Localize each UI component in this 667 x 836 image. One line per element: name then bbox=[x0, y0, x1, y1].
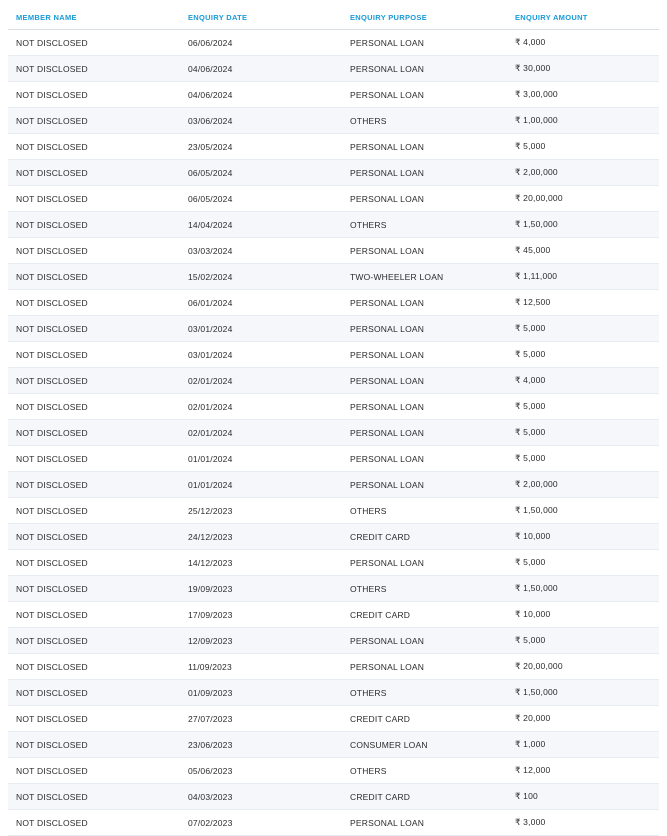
cell-enquiry-date: 03/03/2024 bbox=[180, 238, 342, 264]
cell-member-name: NOT DISCLOSED bbox=[8, 316, 180, 342]
cell-enquiry-amount: ₹ 5,000 bbox=[507, 446, 659, 472]
cell-enquiry-purpose: PERSONAL LOAN bbox=[342, 550, 507, 576]
cell-enquiry-purpose: PERSONAL LOAN bbox=[342, 446, 507, 472]
cell-enquiry-date: 04/06/2024 bbox=[180, 82, 342, 108]
cell-enquiry-date: 15/02/2024 bbox=[180, 264, 342, 290]
table-row bbox=[8, 186, 659, 212]
cell-enquiry-purpose: OTHERS bbox=[342, 108, 507, 134]
table-row bbox=[8, 524, 659, 550]
cell-enquiry-date: 06/05/2024 bbox=[180, 186, 342, 212]
cell-enquiry-amount: ₹ 5,000 bbox=[507, 134, 659, 160]
table-row bbox=[8, 212, 659, 238]
cell-enquiry-amount: ₹ 4,000 bbox=[507, 368, 659, 394]
table-row bbox=[8, 810, 659, 836]
cell-enquiry-amount: ₹ 3,000 bbox=[507, 810, 659, 836]
cell-enquiry-date: 03/01/2024 bbox=[180, 342, 342, 368]
cell-enquiry-purpose: PERSONAL LOAN bbox=[342, 472, 507, 498]
cell-enquiry-date: 14/04/2024 bbox=[180, 212, 342, 238]
cell-enquiry-purpose: OTHERS bbox=[342, 680, 507, 706]
cell-member-name: NOT DISCLOSED bbox=[8, 134, 180, 160]
cell-enquiry-amount: ₹ 5,000 bbox=[507, 316, 659, 342]
table-row bbox=[8, 654, 659, 680]
cell-member-name: NOT DISCLOSED bbox=[8, 732, 180, 758]
cell-enquiry-date: 05/06/2023 bbox=[180, 758, 342, 784]
cell-enquiry-purpose: PERSONAL LOAN bbox=[342, 56, 507, 82]
cell-enquiry-purpose: CREDIT CARD bbox=[342, 706, 507, 732]
table-row bbox=[8, 628, 659, 654]
cell-enquiry-purpose: CREDIT CARD bbox=[342, 784, 507, 810]
cell-enquiry-amount: ₹ 1,11,000 bbox=[507, 264, 659, 290]
cell-enquiry-purpose: PERSONAL LOAN bbox=[342, 30, 507, 56]
cell-enquiry-date: 02/01/2024 bbox=[180, 368, 342, 394]
cell-enquiry-purpose: CREDIT CARD bbox=[342, 602, 507, 628]
cell-enquiry-amount: ₹ 5,000 bbox=[507, 628, 659, 654]
table-row bbox=[8, 706, 659, 732]
cell-member-name: NOT DISCLOSED bbox=[8, 706, 180, 732]
cell-member-name: NOT DISCLOSED bbox=[8, 160, 180, 186]
table-row bbox=[8, 576, 659, 602]
cell-enquiry-purpose: OTHERS bbox=[342, 212, 507, 238]
cell-member-name: NOT DISCLOSED bbox=[8, 758, 180, 784]
table-row bbox=[8, 602, 659, 628]
enquiry-table bbox=[8, 7, 659, 836]
table-row bbox=[8, 420, 659, 446]
cell-enquiry-purpose: PERSONAL LOAN bbox=[342, 186, 507, 212]
cell-member-name: NOT DISCLOSED bbox=[8, 238, 180, 264]
cell-member-name: NOT DISCLOSED bbox=[8, 472, 180, 498]
table-row bbox=[8, 134, 659, 160]
cell-member-name: NOT DISCLOSED bbox=[8, 368, 180, 394]
cell-enquiry-amount: ₹ 10,000 bbox=[507, 602, 659, 628]
table-row bbox=[8, 680, 659, 706]
table-row bbox=[8, 264, 659, 290]
cell-member-name: NOT DISCLOSED bbox=[8, 628, 180, 654]
table-row bbox=[8, 368, 659, 394]
table-row bbox=[8, 732, 659, 758]
cell-enquiry-amount: ₹ 1,50,000 bbox=[507, 680, 659, 706]
table-header bbox=[8, 7, 659, 30]
cell-enquiry-date: 06/05/2024 bbox=[180, 160, 342, 186]
cell-member-name: NOT DISCLOSED bbox=[8, 784, 180, 810]
cell-enquiry-date: 02/01/2024 bbox=[180, 420, 342, 446]
table-row bbox=[8, 784, 659, 810]
cell-enquiry-amount: ₹ 3,00,000 bbox=[507, 82, 659, 108]
cell-enquiry-amount: ₹ 20,000 bbox=[507, 706, 659, 732]
cell-enquiry-amount: ₹ 20,00,000 bbox=[507, 186, 659, 212]
cell-enquiry-amount: ₹ 1,00,000 bbox=[507, 108, 659, 134]
cell-enquiry-date: 19/09/2023 bbox=[180, 576, 342, 602]
cell-enquiry-date: 03/01/2024 bbox=[180, 316, 342, 342]
cell-enquiry-purpose: PERSONAL LOAN bbox=[342, 810, 507, 836]
cell-enquiry-purpose: OTHERS bbox=[342, 498, 507, 524]
table-row bbox=[8, 498, 659, 524]
cell-enquiry-purpose: TWO-WHEELER LOAN bbox=[342, 264, 507, 290]
cell-enquiry-amount: ₹ 5,000 bbox=[507, 394, 659, 420]
column-header-enquiry-purpose: ENQUIRY PURPOSE bbox=[342, 7, 507, 30]
table-row bbox=[8, 56, 659, 82]
cell-enquiry-purpose: PERSONAL LOAN bbox=[342, 238, 507, 264]
cell-enquiry-date: 12/09/2023 bbox=[180, 628, 342, 654]
cell-member-name: NOT DISCLOSED bbox=[8, 446, 180, 472]
cell-member-name: NOT DISCLOSED bbox=[8, 810, 180, 836]
cell-enquiry-date: 11/09/2023 bbox=[180, 654, 342, 680]
cell-enquiry-amount: ₹ 12,000 bbox=[507, 758, 659, 784]
cell-enquiry-date: 04/06/2024 bbox=[180, 56, 342, 82]
cell-enquiry-amount: ₹ 30,000 bbox=[507, 56, 659, 82]
cell-member-name: NOT DISCLOSED bbox=[8, 342, 180, 368]
cell-enquiry-amount: ₹ 12,500 bbox=[507, 290, 659, 316]
cell-enquiry-date: 07/02/2023 bbox=[180, 810, 342, 836]
cell-member-name: NOT DISCLOSED bbox=[8, 56, 180, 82]
cell-member-name: NOT DISCLOSED bbox=[8, 654, 180, 680]
cell-member-name: NOT DISCLOSED bbox=[8, 550, 180, 576]
cell-enquiry-purpose: PERSONAL LOAN bbox=[342, 420, 507, 446]
cell-enquiry-date: 01/01/2024 bbox=[180, 472, 342, 498]
table-row bbox=[8, 30, 659, 56]
cell-enquiry-date: 01/01/2024 bbox=[180, 446, 342, 472]
table-row bbox=[8, 82, 659, 108]
cell-enquiry-amount: ₹ 1,000 bbox=[507, 732, 659, 758]
cell-enquiry-purpose: PERSONAL LOAN bbox=[342, 134, 507, 160]
cell-enquiry-date: 04/03/2023 bbox=[180, 784, 342, 810]
cell-enquiry-amount: ₹ 20,00,000 bbox=[507, 654, 659, 680]
cell-member-name: NOT DISCLOSED bbox=[8, 108, 180, 134]
cell-member-name: NOT DISCLOSED bbox=[8, 264, 180, 290]
cell-member-name: NOT DISCLOSED bbox=[8, 576, 180, 602]
cell-enquiry-purpose: PERSONAL LOAN bbox=[342, 316, 507, 342]
cell-enquiry-purpose: PERSONAL LOAN bbox=[342, 394, 507, 420]
table-row bbox=[8, 446, 659, 472]
cell-enquiry-amount: ₹ 45,000 bbox=[507, 238, 659, 264]
cell-member-name: NOT DISCLOSED bbox=[8, 498, 180, 524]
cell-enquiry-date: 02/01/2024 bbox=[180, 394, 342, 420]
cell-member-name: NOT DISCLOSED bbox=[8, 420, 180, 446]
cell-member-name: NOT DISCLOSED bbox=[8, 602, 180, 628]
cell-enquiry-purpose: PERSONAL LOAN bbox=[342, 654, 507, 680]
table-row bbox=[8, 758, 659, 784]
cell-enquiry-purpose: PERSONAL LOAN bbox=[342, 160, 507, 186]
cell-enquiry-date: 23/05/2024 bbox=[180, 134, 342, 160]
cell-enquiry-purpose: CONSUMER LOAN bbox=[342, 732, 507, 758]
cell-enquiry-purpose: PERSONAL LOAN bbox=[342, 628, 507, 654]
cell-enquiry-purpose: PERSONAL LOAN bbox=[342, 82, 507, 108]
cell-enquiry-date: 01/09/2023 bbox=[180, 680, 342, 706]
cell-enquiry-amount: ₹ 100 bbox=[507, 784, 659, 810]
cell-member-name: NOT DISCLOSED bbox=[8, 186, 180, 212]
cell-member-name: NOT DISCLOSED bbox=[8, 30, 180, 56]
cell-enquiry-date: 03/06/2024 bbox=[180, 108, 342, 134]
table-header-row bbox=[8, 7, 659, 30]
cell-enquiry-date: 24/12/2023 bbox=[180, 524, 342, 550]
cell-enquiry-amount: ₹ 5,000 bbox=[507, 342, 659, 368]
table-row bbox=[8, 472, 659, 498]
cell-enquiry-purpose: PERSONAL LOAN bbox=[342, 342, 507, 368]
table-row bbox=[8, 238, 659, 264]
cell-enquiry-date: 25/12/2023 bbox=[180, 498, 342, 524]
cell-member-name: NOT DISCLOSED bbox=[8, 290, 180, 316]
cell-member-name: NOT DISCLOSED bbox=[8, 680, 180, 706]
cell-enquiry-amount: ₹ 2,00,000 bbox=[507, 160, 659, 186]
cell-enquiry-date: 06/01/2024 bbox=[180, 290, 342, 316]
cell-enquiry-date: 17/09/2023 bbox=[180, 602, 342, 628]
cell-enquiry-date: 27/07/2023 bbox=[180, 706, 342, 732]
table-row bbox=[8, 394, 659, 420]
table-row bbox=[8, 550, 659, 576]
cell-member-name: NOT DISCLOSED bbox=[8, 212, 180, 238]
table-row bbox=[8, 316, 659, 342]
cell-enquiry-amount: ₹ 4,000 bbox=[507, 30, 659, 56]
cell-enquiry-date: 23/06/2023 bbox=[180, 732, 342, 758]
cell-enquiry-date: 06/06/2024 bbox=[180, 30, 342, 56]
column-header-member-name: MEMBER NAME bbox=[8, 7, 180, 30]
cell-enquiry-amount: ₹ 1,50,000 bbox=[507, 576, 659, 602]
cell-enquiry-purpose: CREDIT CARD bbox=[342, 524, 507, 550]
cell-enquiry-amount: ₹ 5,000 bbox=[507, 550, 659, 576]
cell-enquiry-amount: ₹ 2,00,000 bbox=[507, 472, 659, 498]
table-row bbox=[8, 160, 659, 186]
cell-enquiry-amount: ₹ 1,50,000 bbox=[507, 498, 659, 524]
cell-enquiry-purpose: OTHERS bbox=[342, 576, 507, 602]
cell-enquiry-amount: ₹ 5,000 bbox=[507, 420, 659, 446]
cell-enquiry-purpose: PERSONAL LOAN bbox=[342, 368, 507, 394]
column-header-enquiry-date: ENQUIRY DATE bbox=[180, 7, 342, 30]
table-row bbox=[8, 290, 659, 316]
cell-enquiry-purpose: OTHERS bbox=[342, 758, 507, 784]
cell-enquiry-amount: ₹ 10,000 bbox=[507, 524, 659, 550]
cell-enquiry-purpose: PERSONAL LOAN bbox=[342, 290, 507, 316]
cell-enquiry-amount: ₹ 1,50,000 bbox=[507, 212, 659, 238]
table-row bbox=[8, 108, 659, 134]
cell-member-name: NOT DISCLOSED bbox=[8, 524, 180, 550]
table-body bbox=[8, 30, 659, 836]
column-header-enquiry-amount: ENQUIRY AMOUNT bbox=[507, 7, 659, 30]
cell-enquiry-date: 14/12/2023 bbox=[180, 550, 342, 576]
cell-member-name: NOT DISCLOSED bbox=[8, 82, 180, 108]
table-row bbox=[8, 342, 659, 368]
cell-member-name: NOT DISCLOSED bbox=[8, 394, 180, 420]
